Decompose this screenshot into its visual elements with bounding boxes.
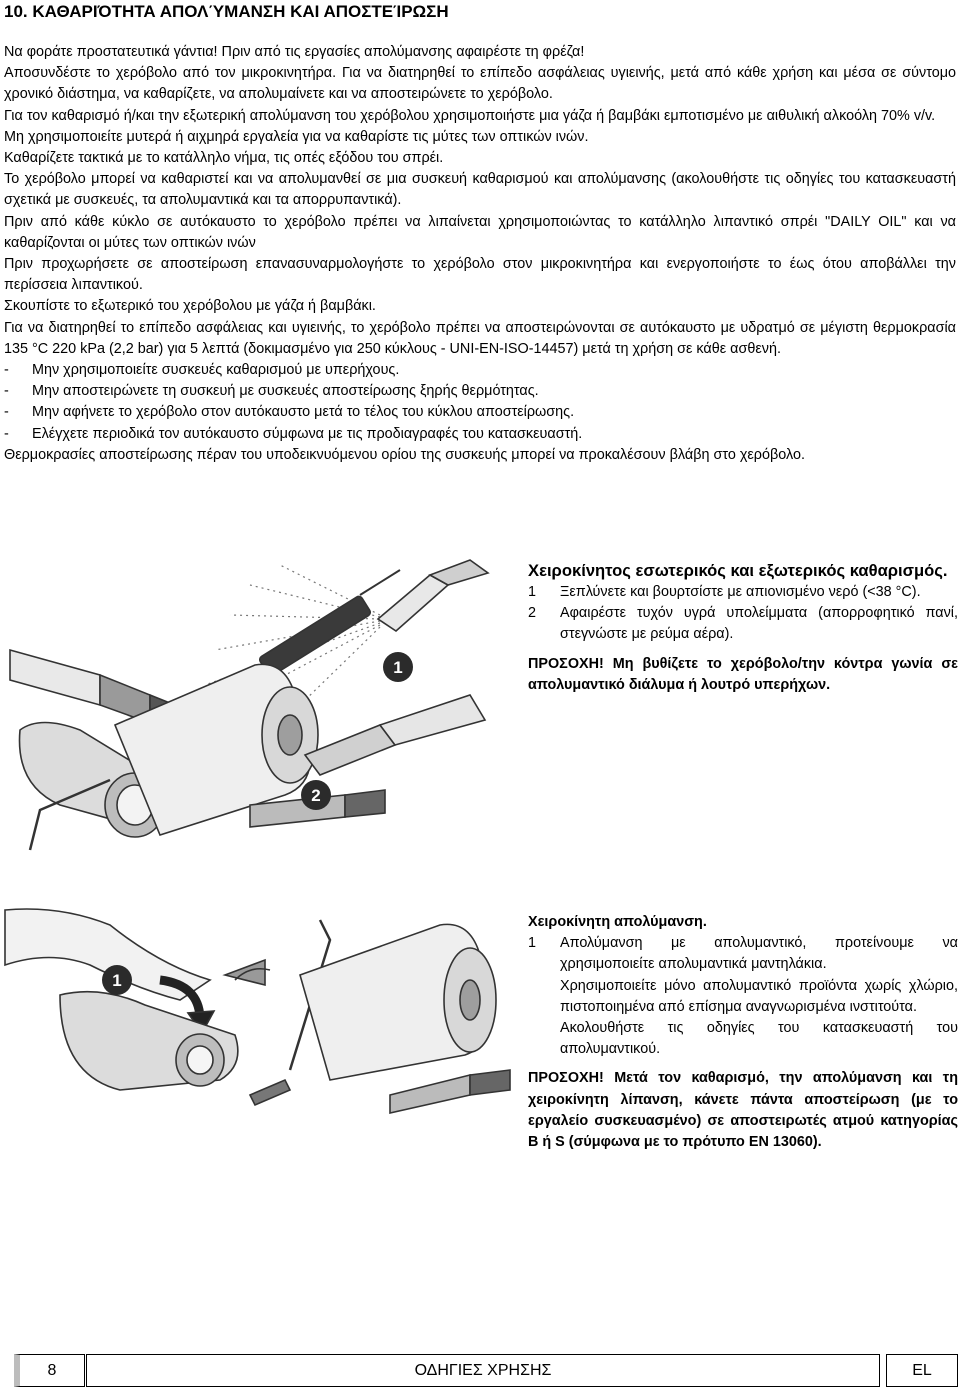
- intro-line: Σκουπίστε το εξωτερικό του χερόβολου με γάζα ή βαμβάκι.: [4, 298, 376, 315]
- dash-item: [4, 360, 956, 381]
- step-number: 1: [528, 935, 537, 952]
- dash-text: Μην αποστειρώνετε τη συσκευή με συσκευές αποστείρωσης ξηρής θερμότητας.: [32, 383, 539, 400]
- dash-item: [4, 381, 956, 402]
- dash-text: Ελέγχετε περιοδικά τον αυτόκαυστο σύμφωνα με τις προδιαγραφές του κατασκευαστή.: [32, 425, 583, 442]
- manual-cleaning-steps: [528, 582, 958, 646]
- manual-disinfection-warning: ΠΡΟΣΟΧΗ! Μετά τον καθαρισμό, την απολύμανση και τη χειροκίνητη λίπανση, κάνετε πάντα αποστείρωση (με το εργαλείο συσκευασμένο) σε αποστειρωτές ατμού κατηγορίας B ή S (σύμφωνα με το πρότυπο EN 13060).: [528, 1070, 958, 1151]
- step-item: [528, 603, 958, 645]
- intro-line: Για τον καθαρισμό ή/και την εξωτερική απολύμανση του χερόβολου χρησιμοποιήστε μια γάζα ή βαμβάκι εμποτισμένο με αιθυλική αλκοόλη 70% v/v.: [4, 107, 936, 124]
- manual-cleaning-block: [528, 560, 958, 696]
- step-text: Απολύμανση με απολυμαντικό, προτείνουμε να χρησιμοποιείτε απολυμαντικά μαντηλάκια.: [560, 935, 958, 973]
- intro-line: Πριν από κάθε κύκλο σε αυτόκαυστο το χερόβολο πρέπει να λιπαίνεται χρησιμοποιώντας το κατάλληλο λιπαντικό σπρέι "DAILY OIL" και να καθαρίζονται οι μύτες των οπτικών ινών: [4, 213, 956, 251]
- intro-line: Το χερόβολο μπορεί να καθαριστεί και να απολυμανθεί σε μια συσκευή καθαρισμού και απολύμανσης (ακολουθήστε τις οδηγίες του κατασκευαστή σχετικά με συσκευές, τα απολυμαντικά και τα απορρυπαντικά).: [4, 171, 956, 209]
- step-subtext: Ακολουθήστε τις οδηγίες του κατασκευαστή του απολυμαντικού.: [560, 1020, 958, 1058]
- intro-line: Αποσυνδέστε το χερόβολο από τον μικροκινητήρα. Για να διατηρηθεί το επίπεδο ασφάλειας υγιεινής, μετά από κάθε χρήση και μέσα σε σύντομο χρονικό διάστημα, να καθαρίζετε, να απολυμαίνετε και να αποστειρώνετε το χερόβολο.: [4, 65, 956, 103]
- step-number: 1: [528, 584, 537, 600]
- manual-cleaning-warning: ΠΡΟΣΟΧΗ! Μη βυθίζετε το χερόβολο/την κόντρα γωνία σε απολυμαντικό διάλυμα ή λουτρό υπερήχων.: [528, 655, 958, 693]
- intro-line: Να φοράτε προστατευτικά γάντια! Πριν από τις εργασίες απολύμανσης αφαιρέστε τη φρέζα!: [4, 44, 585, 60]
- dash-symbol: -: [4, 383, 9, 400]
- manual-disinfection-block: [528, 912, 958, 1153]
- step-item: [528, 582, 958, 603]
- section-title: 10. ΚΑΘΑΡΙΌΤΗΤΑ ΑΠΟΛΎΜΑΝΣΗ ΚΑΙ ΑΠΟΣΤΕΊΡΩΣΗ: [4, 2, 449, 21]
- page-footer: [14, 1354, 958, 1387]
- page-number: 8: [14, 1354, 85, 1387]
- dash-item: [4, 424, 956, 445]
- callout-1-badge: [383, 652, 413, 682]
- footer-title: ΟΔΗΓΙΕΣ ΧΡΗΣΗΣ: [86, 1354, 880, 1387]
- disinfection-illustration: [0, 905, 520, 1150]
- dash-text: Μην χρησιμοποιείτε συσκευές καθαρισμού με υπερήχους.: [32, 362, 400, 379]
- callout-number: 2: [311, 786, 321, 805]
- intro-line: Πριν προχωρήσετε σε αποστείρωση επανασυναρμολογήστε το χερόβολο στον μικροκινητήρα και ενεργοποιήστε το έως ότου αποβάλλει την περίσσεια λιπαντικού.: [4, 256, 956, 294]
- dash-item: [4, 402, 956, 423]
- step-text: Ξεπλύνετε και βουρτσίστε με απιονισμένο νερό (<38 °C).: [560, 584, 921, 600]
- callout-2-badge: [301, 780, 331, 810]
- step-subtext: Χρησιμοποιείτε μόνο απολυμαντικό προϊόντα χωρίς χλώριο, πιστοποιημένα από επίσημα αναγνωρισμένα ινστιτούτα.: [560, 977, 958, 1015]
- step-item: [528, 933, 958, 975]
- callout-number: 1: [112, 971, 122, 990]
- step-number: 2: [528, 605, 537, 622]
- dash-text: Μην αφήνετε το χερόβολο στον αυτόκαυστο μετά το τέλος του κύκλου αποστείρωσης.: [32, 404, 575, 421]
- cleaning-illustration: [0, 555, 520, 900]
- language-code: EL: [886, 1354, 958, 1387]
- step-text: Αφαιρέστε τυχόν υγρά υπολείμματα (απορροφητικό πανί, στεγνώστε με ρεύμα αέρα).: [560, 605, 958, 643]
- callout-number: 1: [393, 658, 403, 677]
- closing-line: Θερμοκρασίες αποστείρωσης πέραν του υποδεικνυόμενου ορίου της συσκευής μπορεί να προκαλέσουν βλάβη στο χερόβολο.: [4, 446, 805, 463]
- manual-cleaning-heading: Χειροκίνητος εσωτερικός και εξωτερικός καθαρισμός.: [528, 561, 948, 580]
- dash-symbol: -: [4, 362, 9, 379]
- manual-disinfection-heading: Χειροκίνητη απολύμανση.: [528, 914, 707, 930]
- intro-text: [4, 42, 956, 466]
- intro-line: Καθαρίζετε τακτικά με το κατάλληλο νήμα, τις οπές εξόδου του σπρέι.: [4, 150, 444, 167]
- intro-line: Μη χρησιμοποιείτε μυτερά ή αιχμηρά εργαλεία για να καθαρίστε τις μύτες των οπτικών ινών.: [4, 128, 589, 145]
- callout-1-badge: [102, 965, 132, 995]
- intro-line: Για να διατηρηθεί το επίπεδο ασφάλειας και υγιεινής, το χερόβολο πρέπει να αποστειρώνονται σε αυτόκαυστο με υδρατμό σε μέγιστη θερμοκρασία 135 °C 220 kPa (2,2 bar) για 5 λεπτά (δοκιμασμένο για 250 κύκλους - UNI-EN-ISO-14457) μετά τη χρήση σε κάθε ασθενή.: [4, 319, 956, 357]
- manual-disinfection-steps: [528, 933, 958, 975]
- dash-symbol: -: [4, 404, 9, 421]
- dash-symbol: -: [4, 425, 9, 442]
